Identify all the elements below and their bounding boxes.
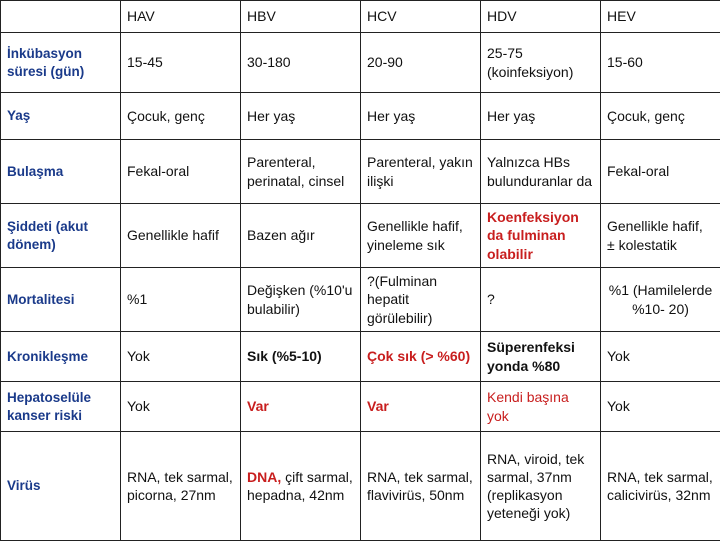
row-label: Şiddeti (akut dönem): [1, 204, 121, 268]
cell-hev: Genellikle hafif, ± kolestatik: [601, 204, 720, 268]
cell-hev: Çocuk, genç: [601, 93, 720, 140]
row-virus: [1, 432, 720, 541]
cell-hav: Genellikle hafif: [121, 204, 241, 268]
column-header-hav: HAV: [121, 1, 241, 33]
cell-hav: Çocuk, genç: [121, 93, 241, 140]
cell-hcv: 20-90: [361, 33, 481, 93]
row-inkubasyon: [1, 33, 720, 93]
cell-hbv: [241, 432, 361, 541]
header-row: [1, 1, 720, 33]
cell-hav: 15-45: [121, 33, 241, 93]
row-yas: [1, 93, 720, 140]
row-label: Virüs: [1, 432, 121, 541]
cell-hdv: Koenfeksiyon da fulminan olabilir: [481, 204, 601, 268]
cell-hev: RNA, tek sarmal, calicivirüs, 32nm: [601, 432, 720, 541]
column-header-hbv: HBV: [241, 1, 361, 33]
cell-hav: RNA, tek sarmal, picorna, 27nm: [121, 432, 241, 541]
dna-highlight: DNA,: [247, 469, 281, 485]
cell-hav: Fekal-oral: [121, 140, 241, 204]
cell-hdv: 25-75 (koinfeksiyon): [481, 33, 601, 93]
cell-hcv: RNA, tek sarmal, flavivirüs, 50nm: [361, 432, 481, 541]
row-label: Kronikleşme: [1, 332, 121, 382]
cell-hbv: Var: [241, 382, 361, 432]
cell-hcv: Var: [361, 382, 481, 432]
cell-hcv: Her yaş: [361, 93, 481, 140]
cell-hbv: Değişken (%10'u bulabilir): [241, 268, 361, 332]
row-label: İnkübasyon süresi (gün): [1, 33, 121, 93]
cell-hcv: Parenteral, yakın ilişki: [361, 140, 481, 204]
cell-hbv: Parenteral, perinatal, cinsel: [241, 140, 361, 204]
cell-hav: Yok: [121, 382, 241, 432]
cell-hav: %1: [121, 268, 241, 332]
cell-hev: Fekal-oral: [601, 140, 720, 204]
cell-hdv: Süperenfeksi yonda %80: [481, 332, 601, 382]
cell-hcv: Çok sık (> %60): [361, 332, 481, 382]
cell-hbv: 30-180: [241, 33, 361, 93]
row-kronik: [1, 332, 720, 382]
row-label: Hepatoselüle kanser riski: [1, 382, 121, 432]
cell-hbv: Bazen ağır: [241, 204, 361, 268]
row-label: Mortalitesi: [1, 268, 121, 332]
cell-hev: 15-60: [601, 33, 720, 93]
cell-hev: %1 (Hamilelerde %10- 20): [601, 268, 720, 332]
cell-hev: Yok: [601, 382, 720, 432]
cell-hcv: Genellikle hafif, yineleme sık: [361, 204, 481, 268]
row-hepatoselular: [1, 382, 720, 432]
cell-hbv-text: çift sarmal, hepadna, 42nm: [247, 469, 353, 503]
cell-hdv: RNA, viroid, tek sarmal, 37nm (replikasyon yeteneği yok): [481, 432, 601, 541]
column-header-hdv: HDV: [481, 1, 601, 33]
column-header-hev: HEV: [601, 1, 720, 33]
row-bulasma: [1, 140, 720, 204]
row-label: Bulaşma: [1, 140, 121, 204]
cell-hev: Yok: [601, 332, 720, 382]
corner-cell: [1, 1, 121, 33]
row-siddet: [1, 204, 720, 268]
cell-hdv: Kendi başına yok: [481, 382, 601, 432]
cell-hbv: Sık (%5-10): [241, 332, 361, 382]
cell-hdv: Yalnızca HBs bulunduranlar da: [481, 140, 601, 204]
row-label: Yaş: [1, 93, 121, 140]
column-header-hcv: HCV: [361, 1, 481, 33]
cell-hdv: ?: [481, 268, 601, 332]
cell-hbv: Her yaş: [241, 93, 361, 140]
row-mortalite: [1, 268, 720, 332]
cell-hdv: Her yaş: [481, 93, 601, 140]
cell-hav: Yok: [121, 332, 241, 382]
cell-hcv: ?(Fulminan hepatit görülebilir): [361, 268, 481, 332]
